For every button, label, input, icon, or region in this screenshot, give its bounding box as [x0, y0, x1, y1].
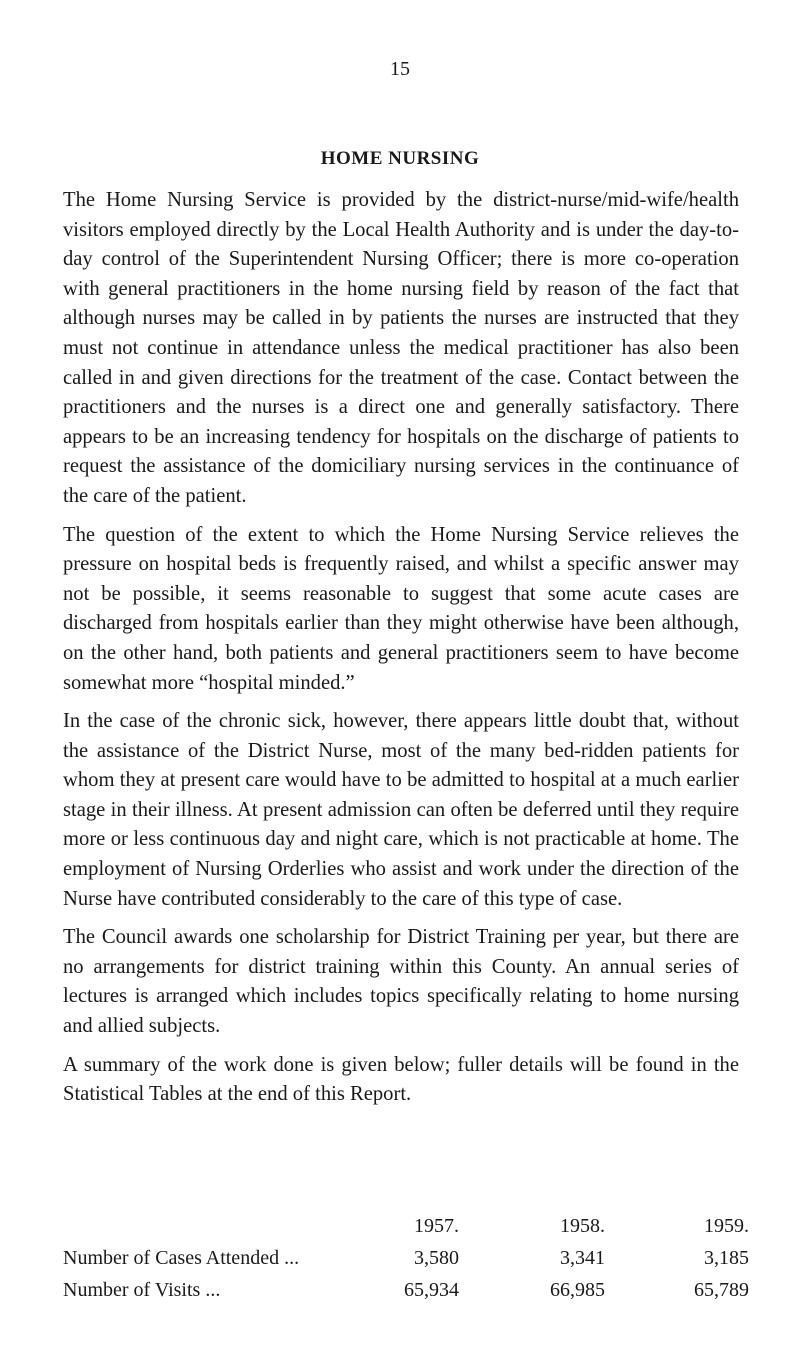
- table-cell: 3,341: [560, 1246, 605, 1269]
- row-label: Number of Visits ...: [63, 1278, 221, 1301]
- paragraph-hospital-pressure: The question of the extent to which the Home Nursing Service relieves the pressure on hospital beds is frequently raised, and whilst a specific answer may not be possible, it seems reasonable to suggest that some acute cases are discharged from hospitals earlier than they might otherwise have been although, on the other hand, both patients and general practitioners seem to have become somewhat more “hospital minded.”: [63, 523, 739, 694]
- year-header: 1959.: [704, 1214, 749, 1237]
- table-cell: 3,580: [414, 1246, 459, 1269]
- paragraph-training: The Council awards one scholarship for District Training per year, but there are no arrangements for district training within this County. An annual series of lectures is arranged which includes topics specifically relating to home nursing and allied subjects.: [63, 926, 739, 1038]
- table-row: [63, 1274, 749, 1306]
- table-cell: 65,934: [404, 1278, 459, 1301]
- year-header: 1958.: [560, 1214, 605, 1237]
- paragraph-service-provision: The Home Nursing Service is provided by the district-nurse/mid-wife/health visitors employed directly by the Local Health Authority and is under the day-to-day control of the Superintendent Nursing Officer; there is more co-operation with general practitioners in the home nursing field by reason of the fact that although nurses may be called in by patients the nurses are instructed that they must not continue in attendance unless the medical practitioner has also been called in and given directions for the treatment of the case. Contact between the practitioners and the nurses is a direct one and generally satisfactory. There appears to be an increasing tendency for hospitals on the discharge of patients to request the assistance of the domiciliary nursing services in the continuance of the care of the patient.: [63, 189, 739, 507]
- table-cell: 65,789: [694, 1278, 749, 1301]
- body-text: [63, 186, 739, 1119]
- paragraph-summary-intro: A summary of the work done is given below; fuller details will be found in the Statistical Tables at the end of this Report.: [63, 1053, 739, 1106]
- year-header: 1957.: [414, 1214, 459, 1237]
- summary-table: [63, 1210, 749, 1306]
- section-heading: HOME NURSING: [320, 148, 480, 169]
- table-row: [63, 1242, 749, 1274]
- row-label: Number of Cases Attended ...: [63, 1246, 300, 1269]
- table-cell: 3,185: [704, 1246, 749, 1269]
- page-number: 15: [390, 58, 410, 80]
- paragraph-chronic-sick: In the case of the chronic sick, however, there appears little doubt that, without the assistance of the District Nurse, most of the many bed-ridden patients for whom they at present care would have to be admitted to hospital at a much earlier stage in their illness. At present admission can often be deferred until they require more or less continuous day and night care, which is not practicable at home. The employment of Nursing Orderlies who assist and work under the direction of the Nurse have contributed considerably to the care of this type of case.: [63, 710, 739, 910]
- table-cell: 66,985: [550, 1278, 605, 1301]
- table-header-blank: [63, 1210, 339, 1242]
- table-header-row: [63, 1210, 749, 1242]
